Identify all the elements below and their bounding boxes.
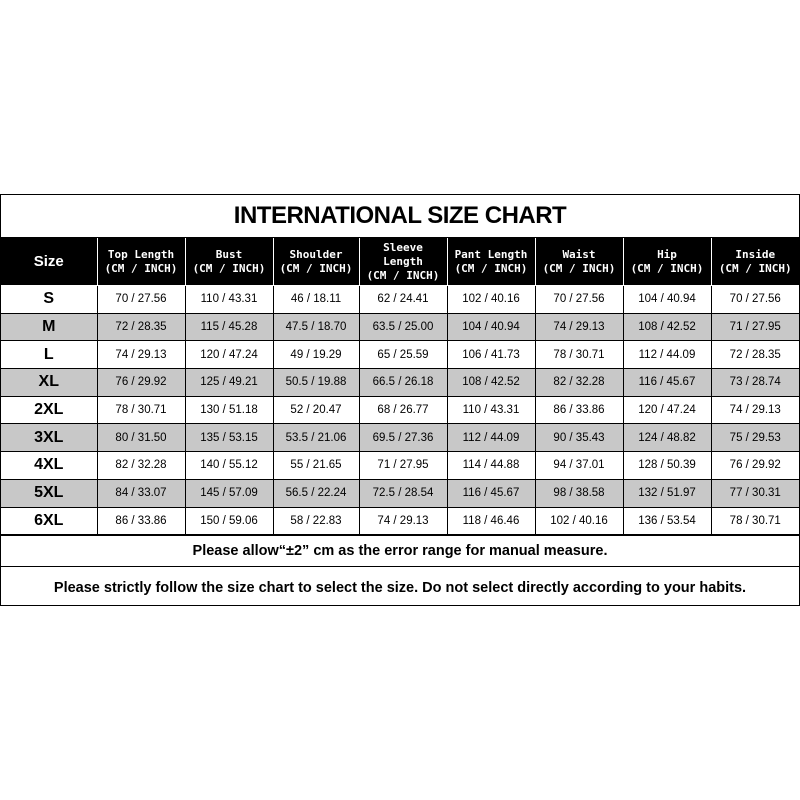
table-row [1, 424, 799, 452]
table-cell: 104 / 40.94 [623, 286, 711, 314]
table-cell: 104 / 40.94 [447, 313, 535, 341]
table-cell: 116 / 45.67 [623, 369, 711, 397]
table-cell: 65 / 25.59 [359, 341, 447, 369]
size-label: 4XL [1, 452, 97, 480]
table-row [1, 396, 799, 424]
table-cell: 128 / 50.39 [623, 452, 711, 480]
table-cell: 82 / 32.28 [97, 452, 185, 480]
column-header: Sleeve Length (CM / INCH) [359, 238, 447, 286]
column-header: Shoulder (CM / INCH) [273, 238, 359, 286]
table-cell: 102 / 40.16 [447, 286, 535, 314]
table-cell: 120 / 47.24 [185, 341, 273, 369]
table-cell: 80 / 31.50 [97, 424, 185, 452]
table-cell: 50.5 / 19.88 [273, 369, 359, 397]
size-label: M [1, 313, 97, 341]
table-cell: 53.5 / 21.06 [273, 424, 359, 452]
table-cell: 66.5 / 26.18 [359, 369, 447, 397]
table-cell: 74 / 29.13 [711, 396, 799, 424]
table-cell: 63.5 / 25.00 [359, 313, 447, 341]
table-cell: 72 / 28.35 [97, 313, 185, 341]
table-row [1, 507, 799, 535]
table-cell: 140 / 55.12 [185, 452, 273, 480]
column-header: Top Length (CM / INCH) [97, 238, 185, 286]
table-cell: 112 / 44.09 [447, 424, 535, 452]
table-cell: 72 / 28.35 [711, 341, 799, 369]
size-table [1, 238, 799, 535]
table-cell: 114 / 44.88 [447, 452, 535, 480]
table-cell: 74 / 29.13 [359, 507, 447, 535]
table-cell: 108 / 42.52 [447, 369, 535, 397]
column-header: Waist (CM / INCH) [535, 238, 623, 286]
table-cell: 108 / 42.52 [623, 313, 711, 341]
table-cell: 74 / 29.13 [97, 341, 185, 369]
size-label: 3XL [1, 424, 97, 452]
size-label: 6XL [1, 507, 97, 535]
table-cell: 118 / 46.46 [447, 507, 535, 535]
header-row [1, 238, 799, 286]
table-cell: 69.5 / 27.36 [359, 424, 447, 452]
column-header: Inside (CM / INCH) [711, 238, 799, 286]
size-chart [0, 194, 800, 606]
table-row [1, 369, 799, 397]
table-cell: 116 / 45.67 [447, 479, 535, 507]
size-selection-note: Please strictly follow the size chart to select the size. Do not select directly according to your habits. [1, 566, 799, 609]
table-cell: 84 / 33.07 [97, 479, 185, 507]
table-cell: 77 / 30.31 [711, 479, 799, 507]
size-label: S [1, 286, 97, 314]
table-cell: 78 / 30.71 [97, 396, 185, 424]
table-cell: 90 / 35.43 [535, 424, 623, 452]
table-cell: 71 / 27.95 [359, 452, 447, 480]
table-cell: 86 / 33.86 [535, 396, 623, 424]
table-cell: 71 / 27.95 [711, 313, 799, 341]
table-cell: 73 / 28.74 [711, 369, 799, 397]
table-cell: 70 / 27.56 [97, 286, 185, 314]
table-cell: 68 / 26.77 [359, 396, 447, 424]
table-cell: 46 / 18.11 [273, 286, 359, 314]
table-cell: 135 / 53.15 [185, 424, 273, 452]
table-cell: 76 / 29.92 [711, 452, 799, 480]
table-cell: 150 / 59.06 [185, 507, 273, 535]
table-cell: 62 / 24.41 [359, 286, 447, 314]
table-cell: 76 / 29.92 [97, 369, 185, 397]
table-cell: 110 / 43.31 [447, 396, 535, 424]
table-cell: 82 / 32.28 [535, 369, 623, 397]
table-cell: 70 / 27.56 [535, 286, 623, 314]
table-cell: 112 / 44.09 [623, 341, 711, 369]
table-cell: 49 / 19.29 [273, 341, 359, 369]
table-cell: 55 / 21.65 [273, 452, 359, 480]
error-range-note: Please allow“±2” cm as the error range for manual measure. [1, 535, 799, 566]
table-cell: 78 / 30.71 [711, 507, 799, 535]
table-row [1, 286, 799, 314]
table-row [1, 479, 799, 507]
table-cell: 78 / 30.71 [535, 341, 623, 369]
table-cell: 56.5 / 22.24 [273, 479, 359, 507]
table-row [1, 341, 799, 369]
size-label: 5XL [1, 479, 97, 507]
column-header: Hip (CM / INCH) [623, 238, 711, 286]
table-cell: 74 / 29.13 [535, 313, 623, 341]
table-cell: 86 / 33.86 [97, 507, 185, 535]
table-row [1, 452, 799, 480]
size-label: XL [1, 369, 97, 397]
table-cell: 130 / 51.18 [185, 396, 273, 424]
column-header: Pant Length (CM / INCH) [447, 238, 535, 286]
table-cell: 132 / 51.97 [623, 479, 711, 507]
table-cell: 47.5 / 18.70 [273, 313, 359, 341]
chart-title: INTERNATIONAL SIZE CHART [1, 195, 799, 238]
table-cell: 125 / 49.21 [185, 369, 273, 397]
table-row [1, 313, 799, 341]
table-cell: 58 / 22.83 [273, 507, 359, 535]
table-cell: 120 / 47.24 [623, 396, 711, 424]
table-cell: 145 / 57.09 [185, 479, 273, 507]
table-cell: 136 / 53.54 [623, 507, 711, 535]
table-cell: 72.5 / 28.54 [359, 479, 447, 507]
table-cell: 75 / 29.53 [711, 424, 799, 452]
column-header: Bust (CM / INCH) [185, 238, 273, 286]
table-cell: 94 / 37.01 [535, 452, 623, 480]
table-cell: 110 / 43.31 [185, 286, 273, 314]
table-cell: 102 / 40.16 [535, 507, 623, 535]
table-cell: 124 / 48.82 [623, 424, 711, 452]
table-cell: 115 / 45.28 [185, 313, 273, 341]
table-cell: 70 / 27.56 [711, 286, 799, 314]
table-cell: 98 / 38.58 [535, 479, 623, 507]
table-cell: 52 / 20.47 [273, 396, 359, 424]
table-cell: 106 / 41.73 [447, 341, 535, 369]
size-label: 2XL [1, 396, 97, 424]
size-label: L [1, 341, 97, 369]
size-column-header: Size [1, 238, 97, 286]
